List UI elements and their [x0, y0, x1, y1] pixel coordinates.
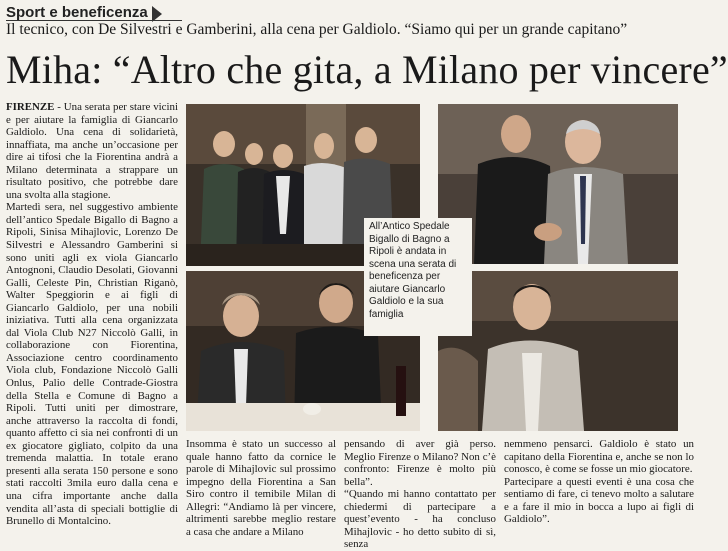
article-paragraph-3: Insomma è stato un successo al quale hanno fatto da cornice le parole di Mihajlovic sul prossimo impegno della Fiorentina a San Siro contro il temibile Milan di Allegri: “Andiamo là per vincere, altrimenti sarebbe meglio restare a casa che andare a Milano — [186, 438, 336, 538]
article-paragraph-1: FIRENZE - Una serata per stare vicini e per aiutare la famiglia di Giancarlo Galdiolo. Una cena di solidarietà, innaffiata, ma anche un’occasione per dire ai tifosi che la Fiorentina andrà a Milano determinata a strappare un risultato positivo, che potrebbe dare una svolta alla stagione. — [6, 101, 178, 201]
article-paragraph-7: Partecipare a questi eventi è una cosa che sentiamo di fare, ci tenevo molto a salutare e a fare il mio in bocca a lupo ai figli di Galdiolo”. — [504, 475, 694, 526]
article-column-bottom-3 — [504, 438, 694, 544]
photo-handshake — [438, 104, 678, 264]
section-label: Sport e beneficenza — [6, 4, 152, 21]
photo-portrait — [438, 271, 678, 431]
photo-caption: All’Antico Spedale Bigallo di Bagno a Ripoli è andata in scena una serata di beneficenza per aiutare Giancarlo Galdiolo e la sua famiglia — [364, 218, 472, 336]
article-headline: Miha: “Altro che gita, a Milano per vincere” — [6, 47, 728, 92]
article-paragraph-2: Martedì sera, nel suggestivo ambiente dell’antico Spedale Bigallo di Bagno a Ripoli, Sinisa Mihajlovic, Lorenzo De Silvestri e Alessandro Gamberini si sono uniti agli ex viola Giancarlo Antognoni, Claudio Desolati, Giovanni Galli, Celeste Pin, Christian Riganò, Walter Speggiorin e ai figli di Giancarlo Galdiolo, per una nobili iniziativa. Tutti alla cena organizzata dal Viola Club N27 Niccolò Galli, in collaborazione con Fiorentina, Associazione centro coordinamento Viola club, Fondazione Niccolò Galli Onlus, Palio delle Contrade-Giostra della Stella e Comune di Bagno a Ripoli. Tutti uniti per dimostrare, anche attraverso la raccolta di fondi, quanto affetto ci sia nei confronti di un ex giocatore gigliato, colpito da una tremenda malattia. In totale erano presenti alla serata 150 persone e sono stati raccolti 3mila euro dalla cena e una cifra importante anche dalla vendita all’asta di speciali bottiglie di Brunello di Montalcino. — [6, 201, 178, 528]
article-column-bottom-2 — [344, 438, 496, 551]
article-paragraph-5: “Quando mi hanno contattato per chiedermi di partecipare a quest’evento - ha concluso Mihajlovic - ho detto subito di sì, senza — [344, 488, 496, 551]
section-rubric — [6, 3, 152, 21]
article-column-left — [6, 101, 178, 541]
article-paragraph-6: nemmeno pensarci. Galdiolo è stato un capitano della Fiorentina e, anche se non lo conosco, è come se fosse un mio giocatore. — [504, 438, 694, 476]
article-column-bottom-1 — [186, 438, 336, 544]
dateline: FIRENZE — [6, 101, 55, 113]
article-paragraph-4: pensando di aver già perso. Meglio Firenze o Milano? Non c’è confronto: Firenze è molto più bella”. — [344, 438, 496, 488]
article-subtitle: Il tecnico, con De Silvestri e Gamberini, alla cena per Galdiolo. “Siamo qui per un grande capitano” — [6, 21, 628, 38]
